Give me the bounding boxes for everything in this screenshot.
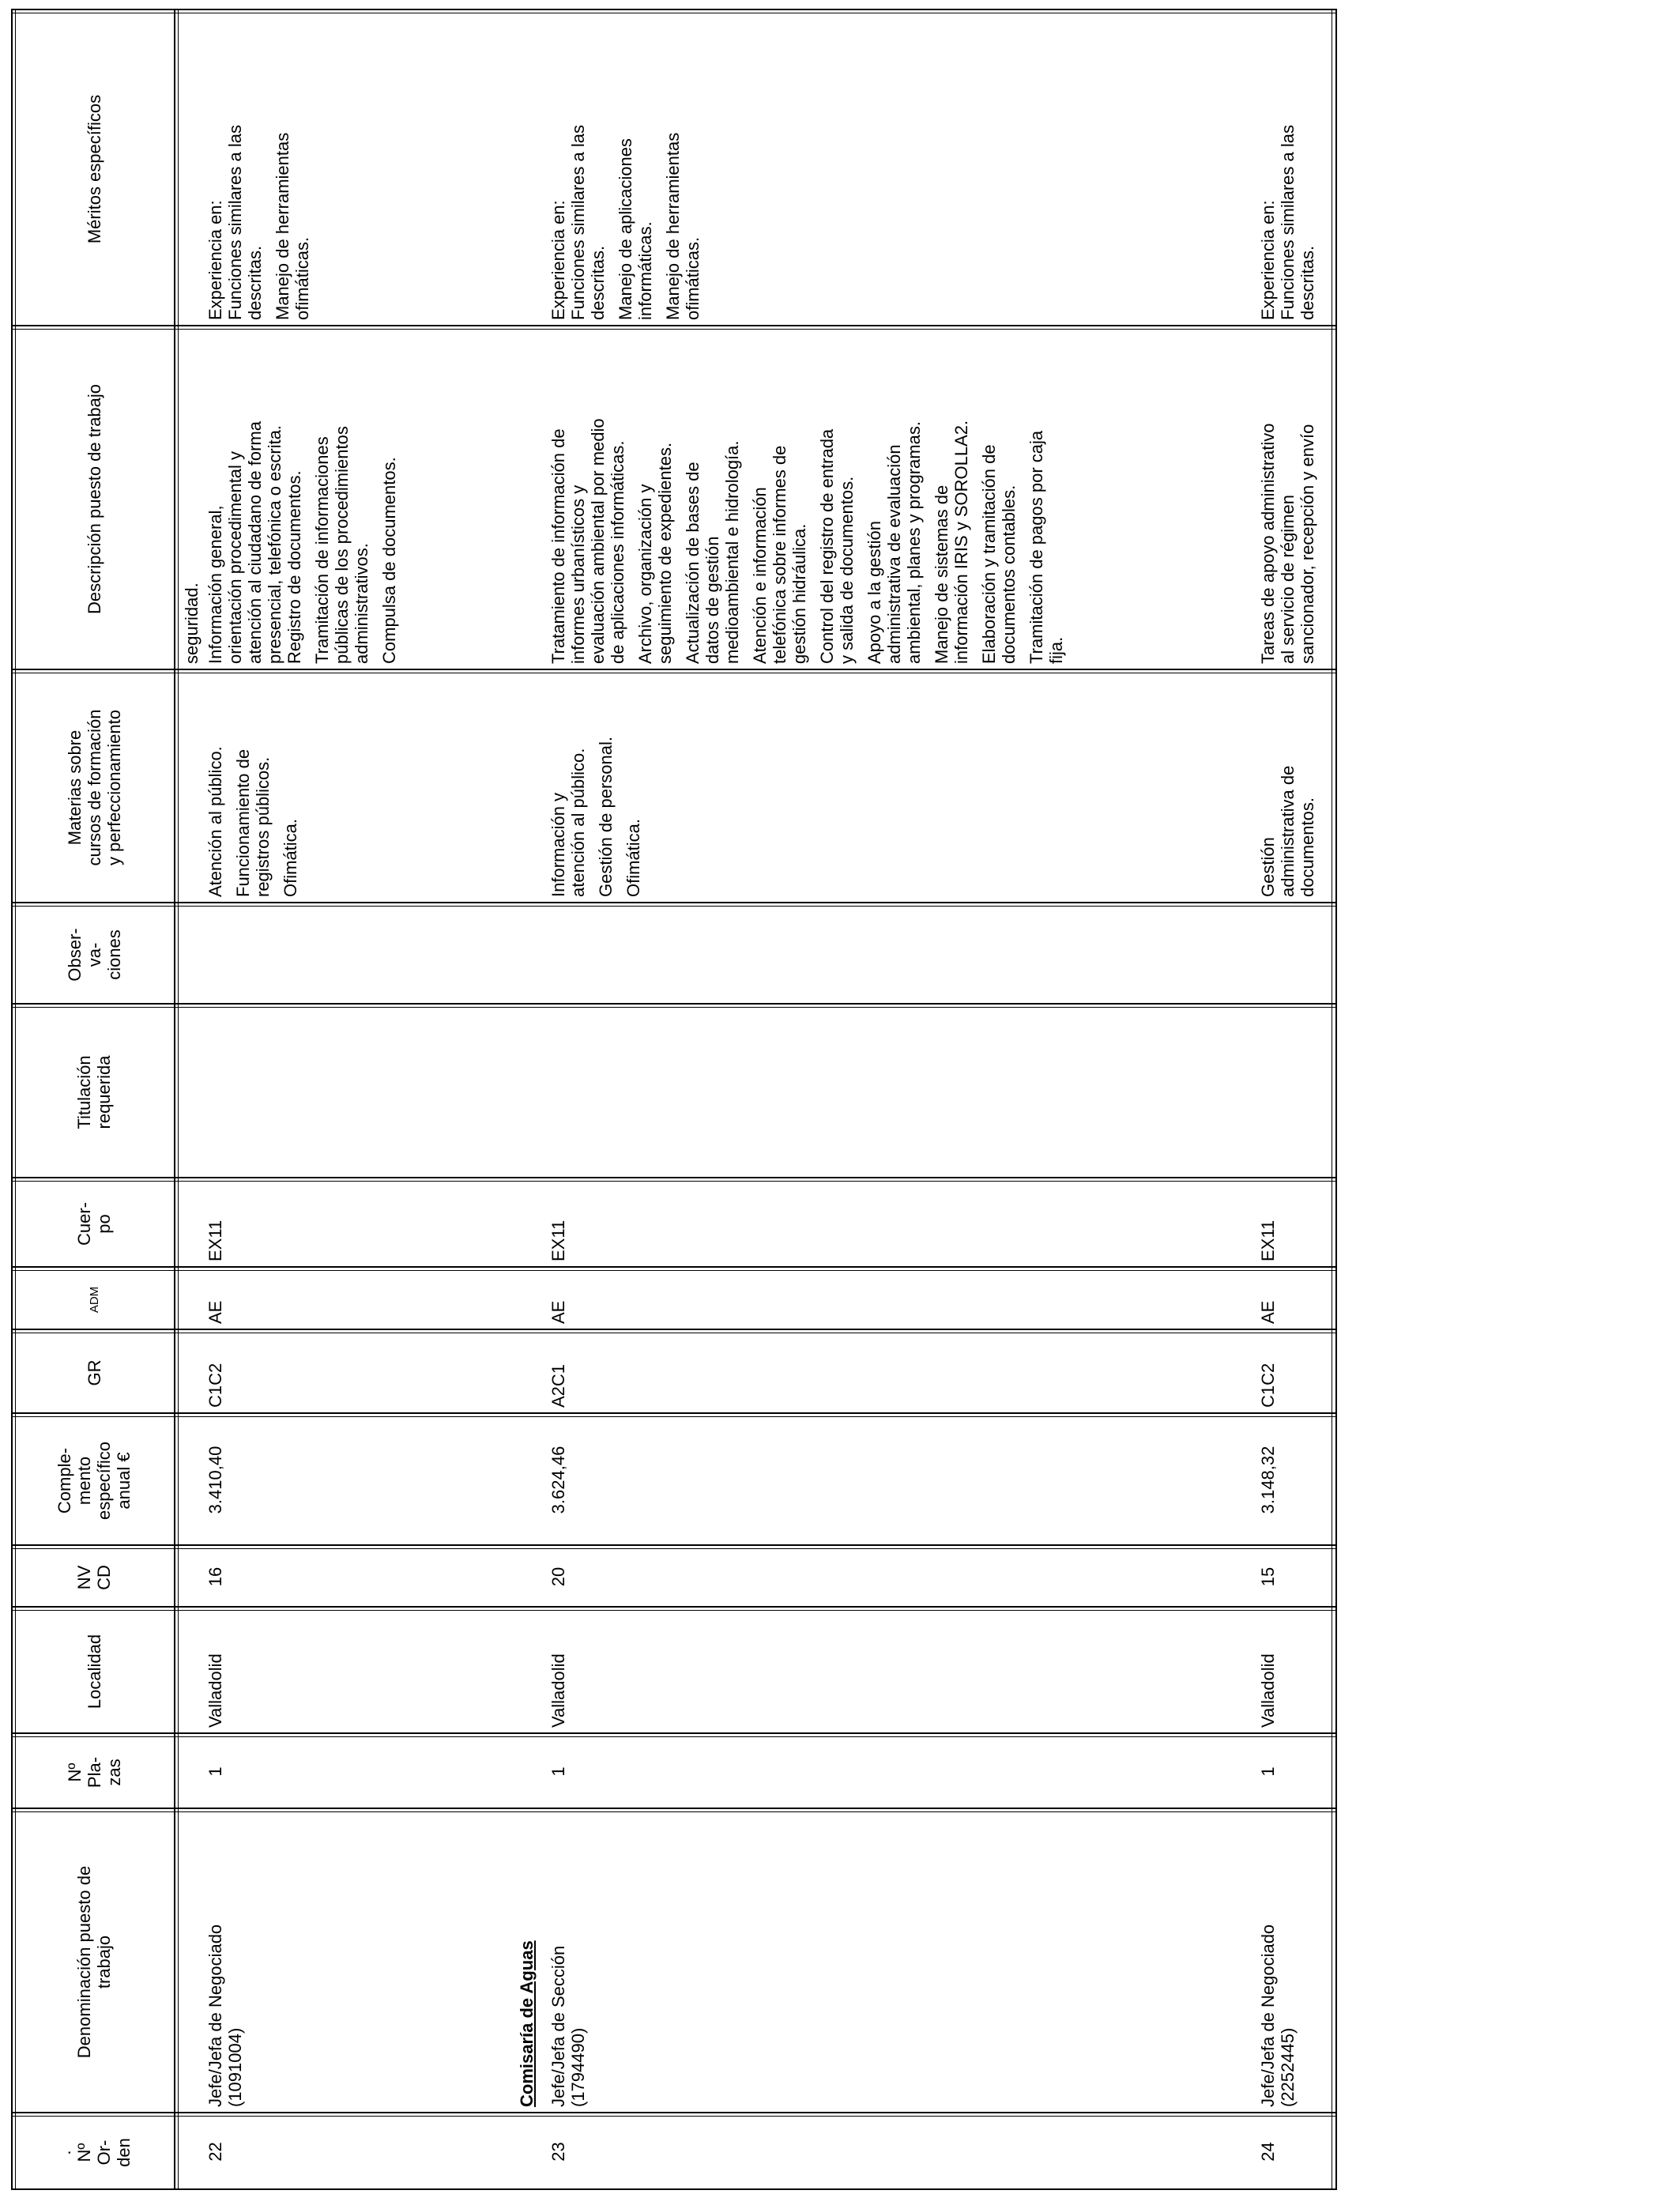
header-line: anual €	[114, 1452, 134, 1510]
row-2-localidad	[548, 1614, 568, 1728]
cell-paragraph	[233, 677, 273, 897]
cell-paragraph	[596, 677, 616, 897]
row-3-denominacion	[1258, 1815, 1298, 2107]
cell-value: Valladolid	[548, 1653, 568, 1728]
cell-paragraph	[1258, 333, 1317, 664]
cell-line: Experiencia en:	[548, 200, 568, 320]
cell-line: ofimáticas.	[683, 236, 703, 320]
header-descripcion	[19, 333, 169, 665]
header-line: Cuer-	[74, 1202, 94, 1246]
cell-line: Registro de documentos.	[284, 470, 304, 664]
column-rule	[11, 2188, 1337, 2190]
cell-line: Atención e información	[750, 487, 770, 664]
row-3-plazas	[1258, 1740, 1278, 1803]
cell-paragraph	[1026, 333, 1066, 664]
carryover-line: seguridad.	[182, 582, 202, 664]
column-rule-inner	[11, 1270, 1337, 1271]
header-line: específico	[94, 1441, 114, 1521]
cell-paragraph	[548, 677, 588, 897]
cell-value: 16	[205, 1566, 225, 1587]
header-line: CD	[94, 1565, 114, 1590]
row-3-adm	[1258, 1274, 1278, 1324]
row-3-meritos	[1258, 17, 1325, 320]
column-rule-inner	[11, 2116, 1337, 2117]
cell-line: atención al público.	[568, 748, 588, 897]
cell-paragraph	[932, 333, 971, 664]
cell-paragraph	[548, 17, 608, 320]
cell-paragraph	[663, 17, 703, 320]
cell-line: Compulsa de documentos.	[379, 457, 399, 664]
cell-value: 23	[548, 2142, 568, 2162]
header-grupo	[19, 1336, 169, 1409]
cell-line: descritas.	[245, 245, 265, 320]
column-rule-inner	[11, 1007, 1337, 1008]
carryover-text	[182, 333, 205, 664]
column-rule-inner	[11, 1736, 1337, 1737]
row-2-orden	[548, 2120, 568, 2184]
row-1-denominacion	[205, 1815, 245, 2107]
cell-line: Funciones similares a las	[1278, 125, 1298, 320]
cell-line: Jefe/Jefa de Negociado	[1258, 1924, 1278, 2107]
row-2-plazas	[548, 1740, 568, 1803]
column-rule-inner	[11, 906, 1337, 907]
cell-line: sancionador, recepción y envío	[1298, 424, 1317, 664]
cell-line: Tratamiento de información de	[548, 428, 568, 664]
cell-line: datos de gestión	[703, 536, 722, 664]
cell-paragraph	[864, 333, 924, 664]
column-rule-inner	[11, 1416, 1337, 1417]
cell-line: medioambiental e hidrología.	[722, 440, 742, 664]
cell-line: Manejo de aplicaciones	[616, 138, 635, 320]
header-line: Obser-	[64, 928, 85, 982]
header-denominacion	[19, 1815, 169, 2109]
column-rule	[11, 669, 1337, 670]
cell-value: 3.148,32	[1258, 1446, 1278, 1514]
column-rule	[11, 2112, 1337, 2113]
column-rule	[11, 902, 1337, 903]
cell-line: Archivo, organización y	[635, 484, 655, 664]
row-1-adm	[205, 1274, 225, 1324]
cell-paragraph	[635, 333, 675, 664]
cell-value: 3.410,40	[205, 1446, 225, 1514]
row-3-grupo	[1258, 1336, 1278, 1408]
header-line: Méritos específicos	[84, 94, 104, 244]
header-titulacion	[19, 1011, 169, 1174]
cell-line: descritas.	[1298, 245, 1317, 320]
cell-line: evaluación ambiental por medio	[588, 418, 608, 664]
cell-value: EX11	[1258, 1220, 1278, 1261]
cell-line: Funciones similares a las	[568, 125, 588, 320]
cell-line: informes urbanísticos y	[568, 484, 588, 664]
cell-paragraph	[273, 17, 312, 320]
cell-paragraph	[205, 677, 225, 897]
header-cuerpo	[19, 1185, 169, 1263]
cell-line: (1091004)	[225, 2027, 245, 2107]
cell-line: atención al ciudadano de forma	[245, 421, 265, 664]
cell-line: Tramitación de informaciones	[312, 436, 332, 664]
cell-line: ofimáticas.	[292, 236, 312, 320]
row-2-materias	[548, 677, 651, 897]
cell-line: (1794490)	[568, 2027, 588, 2107]
header-bottom-rule	[174, 10, 175, 2190]
cell-value: AE	[548, 1300, 568, 1324]
row-3-cuerpo	[1258, 1185, 1278, 1261]
cell-line: Atención al público.	[205, 746, 225, 897]
row-2-meritos	[548, 17, 710, 320]
row-1-meritos	[205, 17, 320, 320]
cell-value: AE	[1258, 1300, 1278, 1324]
cell-line: Jefe/Jefa de Negociado	[205, 1924, 225, 2107]
cell-value: AE	[205, 1300, 225, 1324]
cell-line: Ofimática.	[623, 818, 643, 897]
column-rule	[11, 1177, 1337, 1178]
column-rule-inner	[11, 1548, 1337, 1549]
header-line: Descripción puesto de trabajo	[84, 383, 104, 615]
cell-line: Manejo de herramientas	[663, 132, 683, 320]
header-line: NV	[74, 1565, 94, 1590]
row-3-descripcion	[1258, 333, 1325, 664]
cell-line: fija.	[1046, 636, 1066, 664]
cell-value: 3.624,46	[548, 1446, 568, 1514]
header-line: trabajo	[94, 1935, 114, 1989]
cell-paragraph	[683, 333, 742, 664]
header-line: Pla-	[84, 1756, 104, 1789]
cell-line: informáticas.	[635, 221, 655, 320]
header-line: ADM	[87, 1286, 101, 1314]
header-materias	[19, 677, 169, 899]
row-1-localidad	[205, 1614, 225, 1728]
header-line: Nº	[64, 1762, 85, 1782]
header-plazas	[19, 1740, 169, 1804]
cell-line: Información general,	[205, 505, 225, 664]
cell-line: información IRIS y SOROLLA2.	[951, 420, 971, 664]
cell-line: (2252445)	[1278, 2027, 1298, 2107]
cell-line: administrativa de evaluación	[884, 444, 904, 664]
column-rule	[11, 1266, 1337, 1268]
header-line: y perfeccionamiento	[104, 710, 124, 865]
row-2-cuerpo	[548, 1185, 568, 1261]
row-3-complemento	[1258, 1420, 1278, 1540]
cell-line: seguimiento de expedientes.	[655, 442, 675, 664]
header-nivel	[19, 1552, 169, 1603]
cell-value: C1C2	[1258, 1363, 1278, 1408]
column-rule-inner	[11, 1181, 1337, 1182]
cell-value: 1	[205, 1766, 225, 1777]
header-line: po	[94, 1214, 114, 1234]
header-localidad	[19, 1614, 169, 1729]
header-line: GR	[84, 1359, 104, 1386]
cell-value: A2C1	[548, 1363, 568, 1408]
cell-line: documentos contables.	[999, 484, 1019, 664]
cell-line: Tareas de apoyo administrativo	[1258, 423, 1278, 664]
cell-paragraph	[205, 17, 265, 320]
cell-paragraph	[312, 333, 371, 664]
cell-line: ambiental, planes y programas.	[904, 421, 924, 664]
cell-value: 22	[205, 2142, 225, 2162]
header-line: Titulación	[74, 1055, 94, 1129]
cell-value: 1	[548, 1766, 568, 1777]
cell-value: 1	[1258, 1766, 1278, 1777]
header-line: ciones	[104, 929, 124, 980]
header-line: Nº	[74, 2143, 94, 2162]
cell-paragraph	[817, 333, 857, 664]
section-title	[517, 1815, 542, 2107]
cell-paragraph	[616, 17, 655, 320]
cell-line: administrativa de	[1278, 765, 1298, 897]
cell-value: Valladolid	[1258, 1653, 1278, 1728]
bottom-border	[1335, 10, 1337, 2190]
column-rule-inner	[11, 1811, 1337, 1812]
cell-paragraph	[281, 677, 300, 897]
cell-value: Valladolid	[205, 1653, 225, 1728]
row-3-nivel	[1258, 1552, 1278, 1601]
row-2-adm	[548, 1274, 568, 1324]
cell-line: descritas.	[588, 245, 608, 320]
row-1-materias	[205, 677, 308, 897]
header-line: mento	[74, 1456, 94, 1506]
header-line: cursos de formación	[84, 709, 104, 866]
cell-value: EX11	[548, 1220, 568, 1261]
header-adm	[19, 1274, 169, 1325]
column-rule	[11, 1732, 1337, 1734]
cell-line: de aplicaciones informáticas.	[608, 440, 627, 664]
cell-value: 20	[548, 1566, 568, 1587]
cell-paragraph	[548, 333, 627, 664]
row-2-denominacion	[548, 1815, 588, 2107]
cell-line: documentos.	[1298, 797, 1317, 897]
cell-paragraph	[623, 677, 643, 897]
cell-line: Manejo de sistemas de	[932, 484, 951, 664]
header-line: Or-	[94, 2139, 114, 2166]
cell-paragraph	[979, 333, 1019, 664]
row-1-descripcion	[205, 333, 407, 664]
row-2-grupo	[548, 1336, 568, 1408]
cell-line: Gestión	[1258, 837, 1278, 897]
header-line: zas	[104, 1759, 124, 1786]
cell-line: presencial, telefónica o escrita.	[265, 424, 284, 664]
column-rule	[11, 1412, 1337, 1414]
cell-line: Actualización de bases de	[683, 462, 703, 664]
row-2-nivel	[548, 1552, 568, 1601]
row-3-orden	[1258, 2120, 1278, 2184]
cell-line: Manejo de herramientas	[273, 132, 292, 320]
header-complemento	[19, 1420, 169, 1541]
header-line: den	[114, 2138, 134, 2167]
header-line: Denominación puesto de	[74, 1865, 94, 2059]
cell-value: EX11	[205, 1220, 225, 1261]
cell-line: Experiencia en:	[1258, 200, 1278, 320]
cell-line: Jefe/Jefa de Sección	[548, 1945, 568, 2107]
cell-paragraph	[379, 333, 399, 664]
column-rule-inner	[11, 329, 1337, 330]
row-2-descripcion	[548, 333, 1074, 664]
cell-line: orientación procedimental y	[225, 450, 245, 664]
cell-line: Funciones similares a las	[225, 125, 245, 320]
row-1-plazas	[205, 1740, 225, 1803]
row-1-orden	[205, 2120, 225, 2184]
section-title-text: Comisaría de Aguas	[517, 1940, 537, 2107]
column-rule	[11, 1003, 1337, 1005]
column-rule	[11, 325, 1337, 326]
top-border	[11, 10, 13, 2190]
top-border-inner	[15, 10, 16, 2190]
header-line: .	[55, 2150, 74, 2155]
column-rule	[11, 1544, 1337, 1546]
row-1-nivel	[205, 1552, 225, 1601]
header-meritos	[19, 17, 169, 322]
cell-line: Gestión de personal.	[596, 736, 616, 897]
cell-line: telefónica sobre informes de	[770, 445, 789, 664]
cell-line: registros públicos.	[253, 756, 273, 897]
header-line: Materias sobre	[64, 729, 85, 846]
row-2-complemento	[548, 1420, 568, 1540]
header-bottom-rule-inner	[178, 10, 179, 2190]
cell-line: públicas de los procedimientos	[332, 426, 352, 664]
cell-line: Funcionamiento de	[233, 748, 253, 897]
cell-value: 15	[1258, 1566, 1278, 1587]
row-1-cuerpo	[205, 1185, 225, 1261]
cell-value: 24	[1258, 2142, 1278, 2162]
cell-line: y salida de documentos.	[837, 476, 857, 664]
cell-line: gestión hidráulica.	[789, 523, 809, 664]
column-rule	[11, 1329, 1337, 1330]
cell-line: al servicio de régimen	[1278, 495, 1298, 664]
row-3-materias	[1258, 677, 1325, 897]
header-line: Comple-	[55, 1447, 74, 1514]
cell-line: Control del registro de entrada	[817, 428, 837, 664]
cell-value: C1C2	[205, 1363, 225, 1408]
cell-line: Experiencia en:	[205, 200, 225, 320]
cell-line: Elaboración y tramitación de	[979, 444, 999, 664]
cell-paragraph	[1258, 677, 1317, 897]
row-3-localidad	[1258, 1614, 1278, 1728]
cell-paragraph	[205, 333, 304, 664]
cell-line: Ofimática.	[281, 818, 300, 897]
column-rule	[11, 1606, 1337, 1608]
header-orden	[19, 2120, 169, 2185]
column-rule-inner	[11, 1610, 1337, 1611]
cell-paragraph	[1258, 17, 1317, 320]
cell-line: Tramitación de pagos por caja	[1026, 430, 1046, 664]
row-1-complemento	[205, 1420, 225, 1540]
header-line: va-	[84, 942, 104, 967]
column-rule	[11, 1808, 1337, 1809]
cell-paragraph	[750, 333, 809, 664]
cell-line: Apoyo a la gestión	[864, 520, 884, 664]
header-line: requerida	[94, 1055, 114, 1129]
cell-line: Información y	[548, 792, 568, 897]
cell-line: administrativos.	[352, 543, 371, 664]
header-observaciones	[19, 910, 169, 1000]
column-rule-right	[11, 9, 1337, 10]
row-1-grupo	[205, 1336, 225, 1408]
header-line: Localidad	[84, 1634, 104, 1710]
